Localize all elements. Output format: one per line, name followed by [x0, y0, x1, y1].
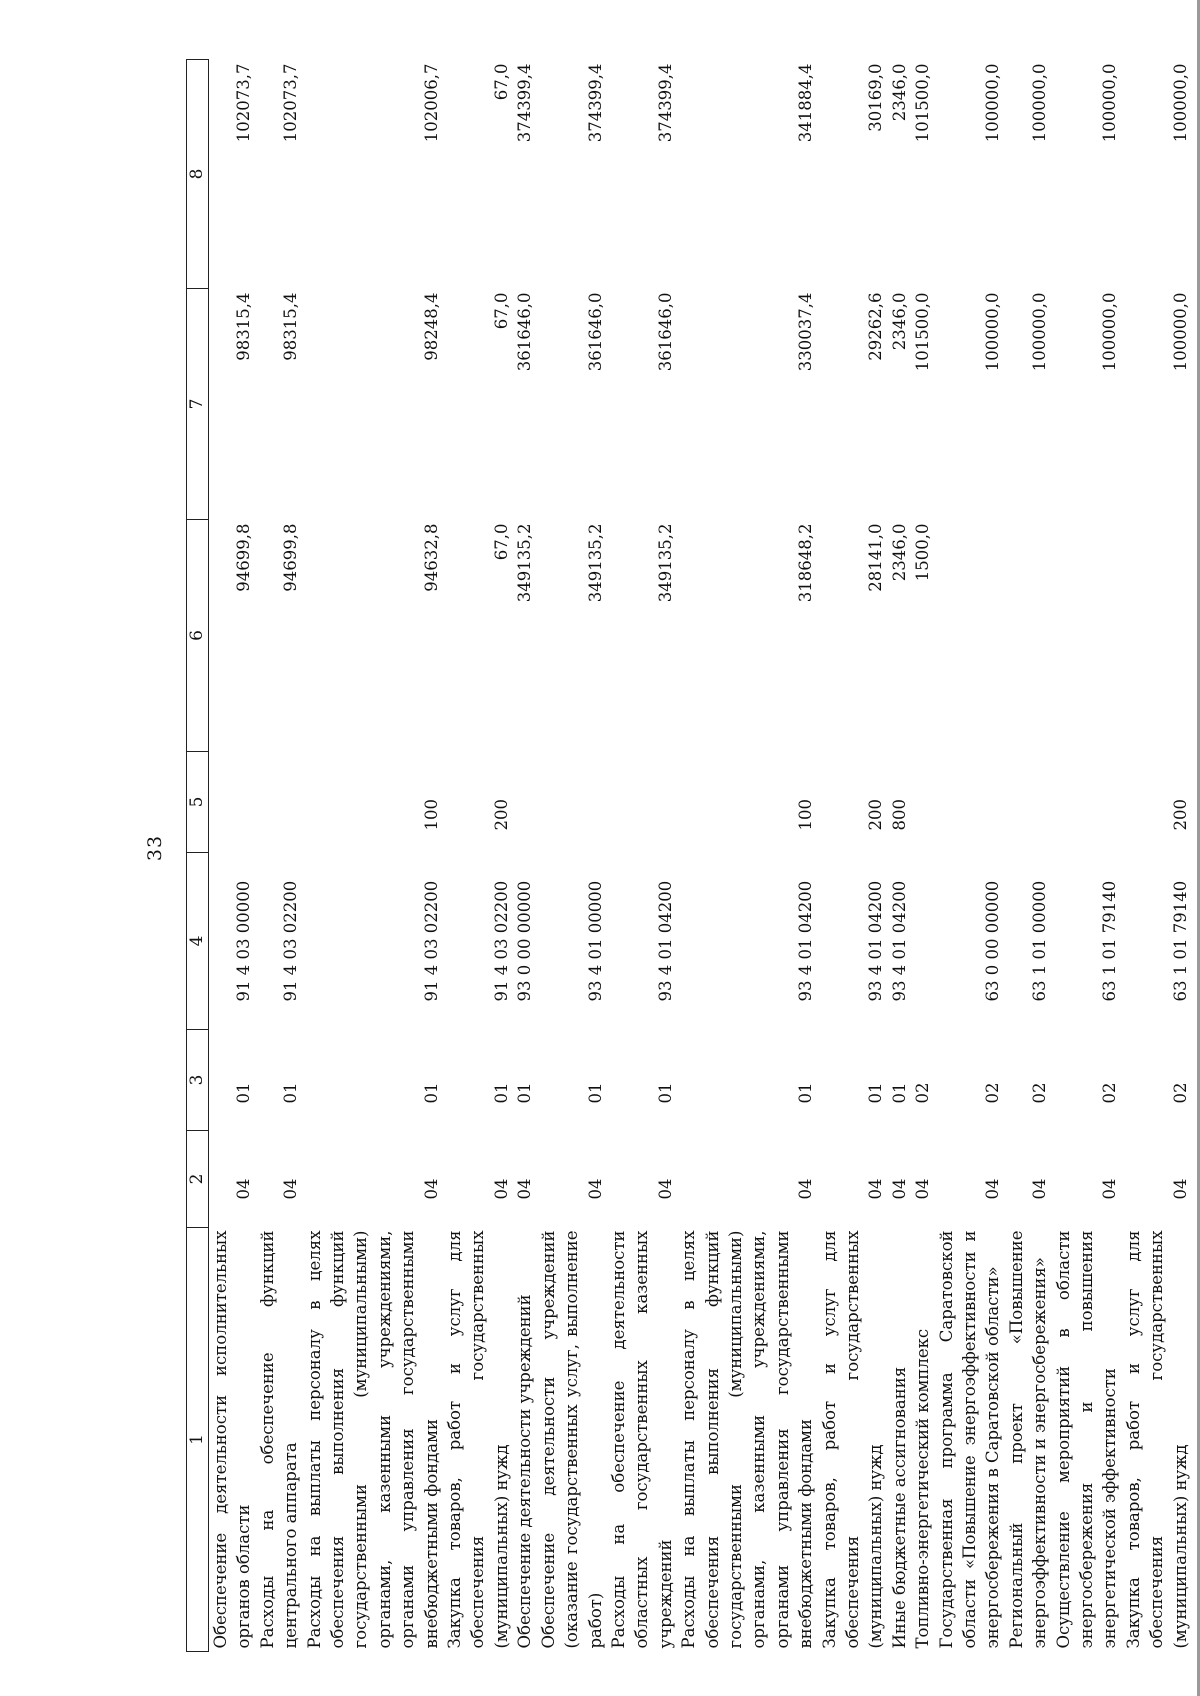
amount-year-2: 100000,0	[1170, 292, 1190, 372]
amount-year-3: 102006,7	[421, 63, 441, 143]
section-code: 04	[889, 1178, 909, 1200]
subsection-code: 02	[1100, 1082, 1120, 1104]
amount-year-2: 2346,0	[889, 292, 909, 351]
amount-year-2: 100000,0	[983, 292, 1003, 372]
section-code: 04	[866, 1178, 886, 1200]
row-name: Закупка товаров, работ и услуг для обеспечения государственных (муниципальных) нужд	[1123, 1230, 1190, 1649]
page-number: 33	[144, 834, 166, 862]
column-header: 6	[187, 520, 209, 752]
subsection-code: 01	[281, 1082, 301, 1104]
expense-type-code	[537, 752, 607, 853]
section-code: 04	[281, 1178, 301, 1200]
row-name: Обеспечение деятельности учреждений (оказание государственных услуг, выполнение работ)	[538, 1230, 605, 1649]
section-code: 04	[1100, 1178, 1120, 1200]
table-row	[1052, 60, 1122, 1652]
amount-year-3: 30169,0	[866, 63, 886, 132]
amount-year-2: 100000,0	[1100, 292, 1120, 372]
amount-year-2: 100000,0	[1030, 292, 1050, 372]
row-name: Обеспечение деятельности учреждений	[515, 1294, 535, 1649]
expense-type-code	[513, 752, 536, 853]
section-code: 04	[515, 1178, 535, 1200]
amount-year-2: 67,0	[491, 292, 511, 330]
target-article-code: 93 4 01 00000	[585, 880, 605, 1002]
column-header: 3	[187, 1030, 209, 1131]
column-header: 2	[187, 1131, 209, 1228]
amount-year-3: 341884,4	[796, 63, 816, 143]
target-article-code: 93 0 00 00000	[515, 880, 535, 1002]
row-name: Обеспечение деятельности исполнительных органов области	[211, 1230, 254, 1649]
target-article-code: 93 4 01 04200	[655, 880, 675, 1002]
row-name: Осуществление мероприятий в области энергосбережения и повышения энергетической эффективности	[1053, 1230, 1120, 1649]
subsection-code: 01	[515, 1082, 535, 1104]
table-row	[1005, 60, 1052, 1652]
expense-type-code: 200	[866, 799, 886, 831]
expense-type-code	[209, 752, 256, 853]
amount-year-2: 101500,0	[913, 292, 933, 372]
table-row	[935, 60, 1005, 1652]
subsection-code: 02	[983, 1082, 1003, 1104]
amount-year-3: 374399,4	[585, 63, 605, 143]
amount-year-2: 98315,4	[281, 292, 301, 361]
amount-year-1	[935, 520, 1005, 752]
target-article-code: 93 4 01 04200	[889, 880, 909, 1002]
subsection-code: 01	[421, 1082, 441, 1104]
table-row	[443, 60, 513, 1652]
row-name: Государственная программа Саратовской области «Повышение энергоэффективности и энергосбережения в Саратовской области»	[936, 1230, 1003, 1649]
expense-type-code: 200	[491, 799, 511, 831]
table-row	[677, 60, 817, 1652]
amount-year-3: 102073,7	[234, 63, 254, 143]
target-article-code: 63 1 01 79140	[1100, 880, 1120, 1002]
table-row	[1122, 60, 1192, 1652]
amount-year-3: 100000,0	[1100, 63, 1120, 143]
table-row	[888, 60, 911, 1652]
amount-year-3: 67,0	[491, 63, 511, 101]
amount-year-3: 374399,4	[515, 63, 535, 143]
amount-year-1: 349135,2	[655, 523, 675, 603]
target-article-code: 63 1 01 00000	[1030, 880, 1050, 1002]
section-code: 04	[491, 1178, 511, 1200]
table-row	[537, 60, 607, 1652]
table-row	[303, 60, 443, 1652]
subsection-code: 01	[796, 1082, 816, 1104]
section-code: 04	[913, 1178, 933, 1200]
table-row	[607, 60, 677, 1652]
target-article-code: 91 4 03 00000	[234, 880, 254, 1002]
amount-year-1: 1500,0	[913, 523, 933, 582]
target-article-code: 93 4 01 04200	[866, 880, 886, 1002]
amount-year-3: 101500,0	[913, 63, 933, 143]
subsection-code: 02	[913, 1082, 933, 1104]
target-article-code: 93 4 01 04200	[796, 880, 816, 1002]
target-article-code: 91 4 03 02200	[421, 880, 441, 1002]
section-code: 04	[1030, 1178, 1050, 1200]
amount-year-3: 100000,0	[1170, 63, 1190, 143]
subsection-code: 02	[1030, 1082, 1050, 1104]
amount-year-2: 361646,0	[585, 292, 605, 372]
expense-type-code: 100	[421, 799, 441, 831]
column-header: 8	[187, 60, 209, 289]
amount-year-2: 361646,0	[655, 292, 675, 372]
amount-year-1: 94632,8	[421, 523, 441, 592]
subsection-code: 01	[234, 1082, 254, 1104]
section-code: 04	[234, 1178, 254, 1200]
expense-type-code	[256, 752, 303, 853]
amount-year-1	[1005, 520, 1052, 752]
amount-year-1: 94699,8	[281, 523, 301, 592]
row-name: Топливно-энергетический комплекс	[913, 1328, 933, 1649]
subsection-code: 01	[866, 1082, 886, 1104]
expense-type-code	[1052, 752, 1122, 853]
amount-year-3: 100000,0	[983, 63, 1003, 143]
section-code: 04	[1170, 1178, 1190, 1200]
amount-year-1: 349135,2	[515, 523, 535, 603]
amount-year-2: 361646,0	[515, 292, 535, 372]
section-code: 04	[796, 1178, 816, 1200]
row-name: Расходы на выплаты персоналу в целях обеспечения выполнения функций государственными (муниципальными) органами, казенными учреждениями, органами управления государственными внебюджетными фондами	[679, 1230, 816, 1649]
column-header: 5	[187, 752, 209, 853]
amount-year-1: 94699,8	[234, 523, 254, 592]
amount-year-3: 2346,0	[889, 63, 909, 122]
header-row	[187, 60, 209, 1652]
row-name: Расходы на обеспечение функций центрального аппарата	[257, 1230, 301, 1649]
subsection-code: 01	[889, 1082, 909, 1104]
row-name: Расходы на обеспечение деятельности областных государственных казенных учреждений	[608, 1230, 675, 1649]
table-row	[911, 60, 934, 1652]
amount-year-1: 2346,0	[889, 523, 909, 582]
subsection-code: 01	[585, 1082, 605, 1104]
expense-type-code: 800	[889, 799, 909, 831]
row-name: Иные бюджетные ассигнования	[889, 1366, 909, 1649]
row-name: Региональный проект «Повышение энергоэффективности и энергосбережения»	[1006, 1230, 1050, 1649]
table-row	[818, 60, 888, 1652]
amount-year-2: 98248,4	[421, 292, 441, 361]
budget-table	[186, 59, 1192, 1652]
amount-year-1	[1122, 520, 1192, 752]
expense-type-code: 200	[1170, 799, 1190, 831]
row-name: Расходы на выплаты персоналу в целях обеспечения выполнения функций государственными (муниципальными) органами, казенными учреждениями, органами управления государственными внебюджетными фондами	[304, 1230, 441, 1649]
amount-year-3: 374399,4	[655, 63, 675, 143]
amount-year-1: 349135,2	[585, 523, 605, 603]
subsection-code: 01	[655, 1082, 675, 1104]
amount-year-1: 28141,0	[866, 523, 886, 592]
row-name: Закупка товаров, работ и услуг для обеспечения государственных (муниципальных) нужд	[819, 1230, 886, 1649]
amount-year-1: 67,0	[491, 523, 511, 561]
amount-year-2: 330037,4	[796, 292, 816, 372]
rotated-content	[140, 38, 1190, 1658]
table-row	[209, 60, 256, 1652]
section-code: 04	[983, 1178, 1003, 1200]
amount-year-2: 98315,4	[234, 292, 254, 361]
table-body	[209, 60, 1193, 1652]
column-header: 4	[187, 853, 209, 1030]
expense-type-code	[911, 752, 934, 853]
amount-year-3: 100000,0	[1030, 63, 1050, 143]
amount-year-2: 29262,6	[866, 292, 886, 361]
target-article-code: 91 4 03 02200	[281, 880, 301, 1002]
expense-type-code: 100	[796, 799, 816, 831]
expense-type-code	[935, 752, 1005, 853]
expense-type-code	[1005, 752, 1052, 853]
target-article-code: 63 1 01 79140	[1170, 880, 1190, 1002]
column-header: 1	[187, 1228, 209, 1652]
amount-year-3: 102073,7	[281, 63, 301, 143]
section-code: 04	[585, 1178, 605, 1200]
column-header: 7	[187, 289, 209, 520]
subsection-code: 01	[491, 1082, 511, 1104]
subsection-code: 02	[1170, 1082, 1190, 1104]
section-code: 04	[421, 1178, 441, 1200]
target-article-code: 63 0 00 00000	[983, 880, 1003, 1002]
amount-year-1: 318648,2	[796, 523, 816, 603]
table-row	[513, 60, 536, 1652]
section-code: 04	[655, 1178, 675, 1200]
expense-type-code	[607, 752, 677, 853]
target-article-code: 91 4 03 02200	[491, 880, 511, 1002]
amount-year-1	[1052, 520, 1122, 752]
row-name: Закупка товаров, работ и услуг для обеспечения государственных (муниципальных) нужд	[445, 1230, 511, 1649]
table-row	[256, 60, 303, 1652]
target-article-code	[911, 853, 934, 1030]
